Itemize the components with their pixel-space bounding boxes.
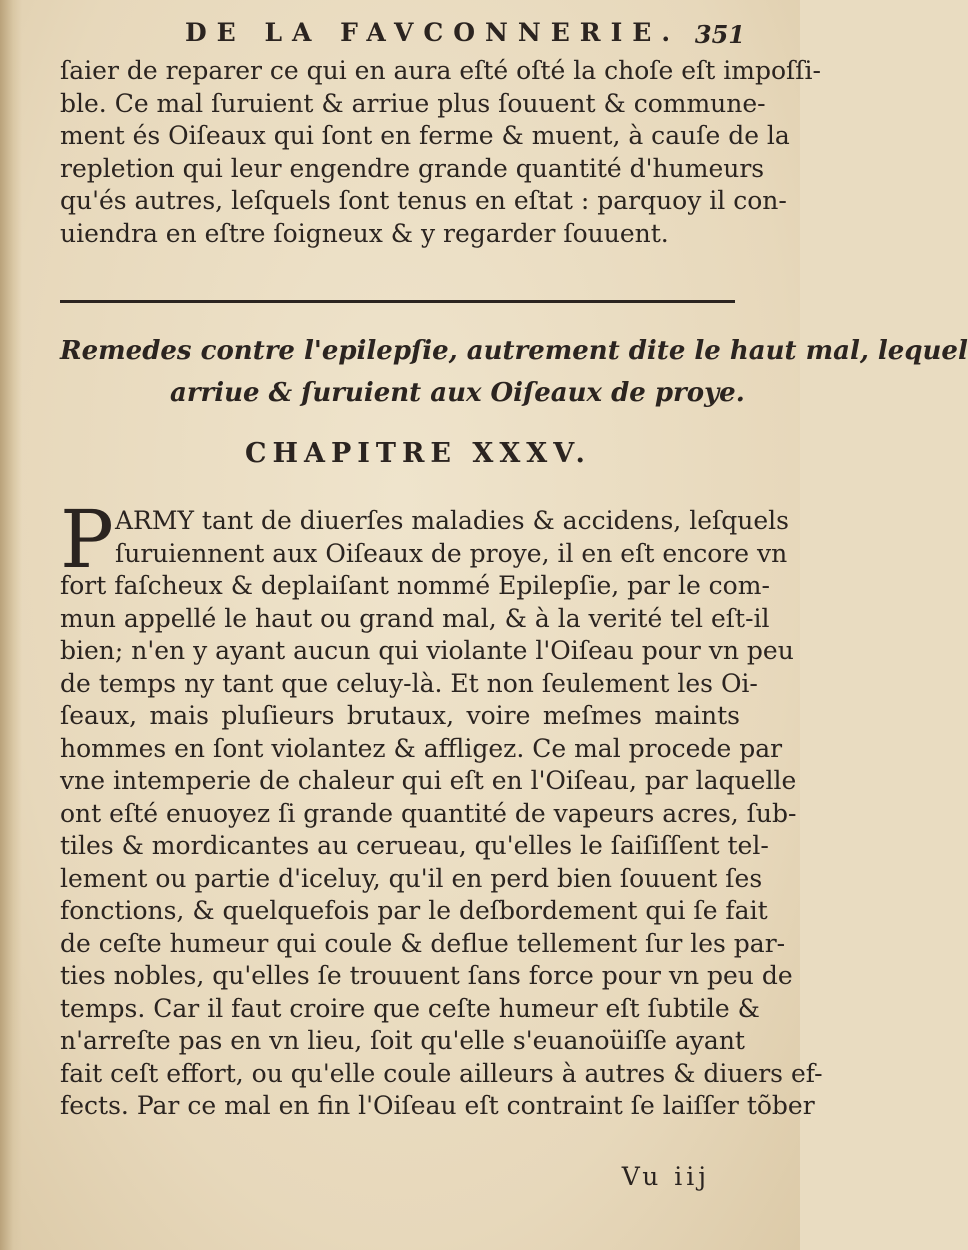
text-line: fort faſcheux & deplaiſant nommé Epilepſie, par le com- <box>60 571 770 600</box>
heading-line: arriue & ſuruient aux Oiſeaux de proye. <box>170 378 745 408</box>
text-line: lement ou partie d'iceluy, qu'il en perd bien ſouuent ſes <box>60 863 763 893</box>
text-line: ſaier de reparer ce qui en aura eſté oſté la choſe eſt impoſſi- <box>60 56 821 85</box>
text-line: ment és Oiſeaux qui ſont en ferme & muent, à cauſe de la <box>60 121 790 150</box>
top-paragraph <box>60 55 821 250</box>
chapter-title: CHAPITRE XXXV. <box>245 438 591 469</box>
text-line: ARMY tant de diuerſes maladies & accidens, leſquels <box>115 506 789 535</box>
text-line: temps. Car il faut croire que ceſte humeur eſt ſubtile & <box>60 993 760 1023</box>
section-heading <box>60 330 968 414</box>
text-line: vne intemperie de chaleur qui eſt en l'Oiſeau, par laquelle <box>60 766 797 795</box>
text-line: ble. Ce mal ſuruient & arriue plus ſouuent & commune- <box>60 88 766 118</box>
signature-mark: Vu iij <box>621 1162 710 1191</box>
text-line: bien; n'en y ayant aucun qui violante l'Oiſeau pour vn peu <box>60 636 794 665</box>
text-line: fonctions, & quelquefois par le deſbordement qui ſe fait <box>60 896 768 925</box>
text-line: fects. Par ce mal en fin l'Oiſeau eſt contraint ſe laiſſer tõber <box>60 1091 815 1120</box>
page-header <box>185 18 745 58</box>
section-rule <box>60 300 735 303</box>
text-line: hommes en ſont violantez & affligez. Ce mal procede par <box>60 733 783 763</box>
text-line: ont eſté enuoyez ſi grande quantité de vapeurs acres, ſub- <box>60 798 797 828</box>
text-line: uiendra en eſtre ſoigneux & y regarder ſouuent. <box>60 218 669 248</box>
text-line: fait ceſt effort, ou qu'elle coule ailleurs à autres & diuers ef- <box>60 1058 823 1088</box>
heading-line: Remedes contre l'epilepſie, autrement dite le haut mal, lequel <box>60 336 968 366</box>
chapter-body <box>60 493 823 1123</box>
text-line: tiles & mordicantes au cerueau, qu'elles le ſaiſiſſent tel- <box>60 831 769 860</box>
running-head: DE LA FAVCONNERIE. <box>185 18 681 47</box>
drop-cap: P <box>60 493 114 586</box>
page-number: 351 <box>694 20 745 49</box>
text-line: n'arreſte pas en vn lieu, ſoit qu'elle s'euanoüiſſe ayant <box>60 1026 745 1055</box>
text-line: de temps ny tant que celuy-là. Et non ſeulement les Oi- <box>60 668 758 698</box>
text-line: repletion qui leur engendre grande quantité d'humeurs <box>60 153 765 183</box>
text-line: qu'és autres, leſquels ſont tenus en eſtat : parquoy il con- <box>60 186 787 215</box>
text-line: ties nobles, qu'elles ſe trouuent ſans force pour vn peu de <box>60 961 793 990</box>
text-line: ſeaux, mais pluſieurs brutaux, voire meſmes maints <box>60 701 740 730</box>
page-gutter <box>0 0 22 1250</box>
text-line: mun appellé le haut ou grand mal, & à la verité tel eſt-il <box>60 603 770 633</box>
text-line: de ceſte humeur qui coule & deflue tellement ſur les par- <box>60 928 786 958</box>
text-line: ſuruiennent aux Oiſeaux de proye, il en eſt encore vn <box>115 538 788 568</box>
